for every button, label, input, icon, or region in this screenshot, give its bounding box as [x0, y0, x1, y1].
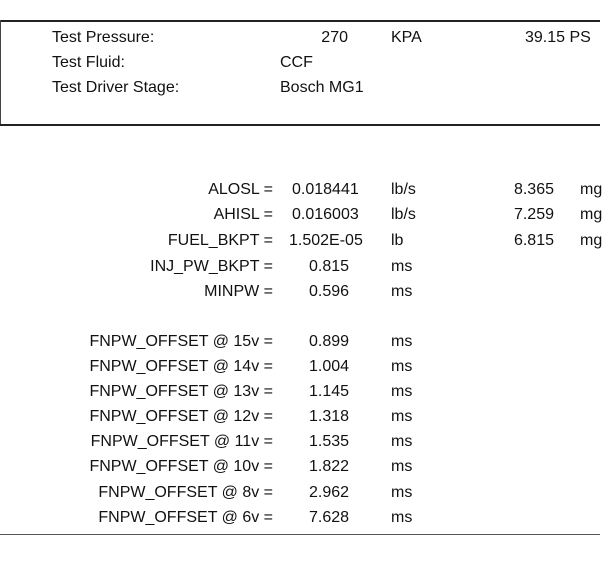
offset-value: 1.822 [309, 458, 350, 475]
offset-label: FNPW_OFFSET @ 10v = [89, 458, 273, 475]
top-border [0, 20, 600, 22]
test-pressure-unit: KPA [391, 29, 422, 46]
test-pressure-label: Test Pressure: [52, 29, 155, 46]
param-alt-unit: mg [580, 232, 602, 249]
header-bottom-border [0, 124, 600, 126]
driver-stage-value: Bosch MG1 [280, 79, 364, 96]
test-pressure-value: 270 [321, 29, 348, 46]
param-label: FUEL_BKPT = [167, 232, 273, 249]
param-label: ALOSL = [208, 181, 273, 198]
param-alt-unit: mg [580, 181, 602, 198]
offset-unit: ms [391, 383, 413, 400]
offset-value: 1.318 [309, 408, 350, 425]
offset-value: 0.899 [309, 333, 350, 350]
test-pressure-alt: 39.15 PS [525, 29, 591, 46]
offset-unit: ms [391, 433, 413, 450]
param-value: 0.016003 [292, 206, 359, 223]
offset-label: FNPW_OFFSET @ 13v = [89, 383, 273, 400]
offset-value: 7.628 [309, 509, 350, 526]
bottom-border [0, 534, 600, 535]
offset-unit: ms [391, 484, 413, 501]
offset-unit: ms [391, 358, 413, 375]
param-unit: lb/s [391, 181, 416, 198]
param-value: 0.596 [309, 283, 350, 300]
offset-label: FNPW_OFFSET @ 8v = [98, 484, 273, 501]
offset-label: FNPW_OFFSET @ 14v = [89, 358, 273, 375]
param-unit: lb/s [391, 206, 416, 223]
offset-value: 1.004 [309, 358, 350, 375]
param-alt-value: 6.815 [513, 232, 554, 249]
offset-label: FNPW_OFFSET @ 11v = [90, 433, 273, 450]
param-value: 1.502E-05 [289, 232, 363, 249]
offset-value: 1.535 [309, 433, 350, 450]
param-unit: lb [391, 232, 404, 249]
param-label: INJ_PW_BKPT = [150, 258, 273, 275]
left-border [0, 20, 1, 126]
offset-unit: ms [391, 458, 413, 475]
param-unit: ms [391, 283, 413, 300]
param-label: MINPW = [204, 283, 273, 300]
param-value: 0.815 [309, 258, 350, 275]
param-unit: ms [391, 258, 413, 275]
param-alt-unit: mg [580, 206, 602, 223]
driver-stage-label: Test Driver Stage: [52, 79, 180, 96]
offset-unit: ms [391, 509, 413, 526]
param-label: AHISL = [213, 206, 273, 223]
offset-unit: ms [391, 333, 413, 350]
offset-unit: ms [391, 408, 413, 425]
test-fluid-value: CCF [280, 54, 313, 71]
offset-value: 1.145 [309, 383, 350, 400]
param-alt-value: 8.365 [513, 181, 554, 198]
offset-label: FNPW_OFFSET @ 6v = [98, 509, 273, 526]
offset-value: 2.962 [309, 484, 350, 501]
param-alt-value: 7.259 [513, 206, 554, 223]
test-fluid-label: Test Fluid: [52, 54, 125, 71]
offset-label: FNPW_OFFSET @ 15v = [89, 333, 273, 350]
param-value: 0.018441 [292, 181, 359, 198]
offset-label: FNPW_OFFSET @ 12v = [89, 408, 273, 425]
